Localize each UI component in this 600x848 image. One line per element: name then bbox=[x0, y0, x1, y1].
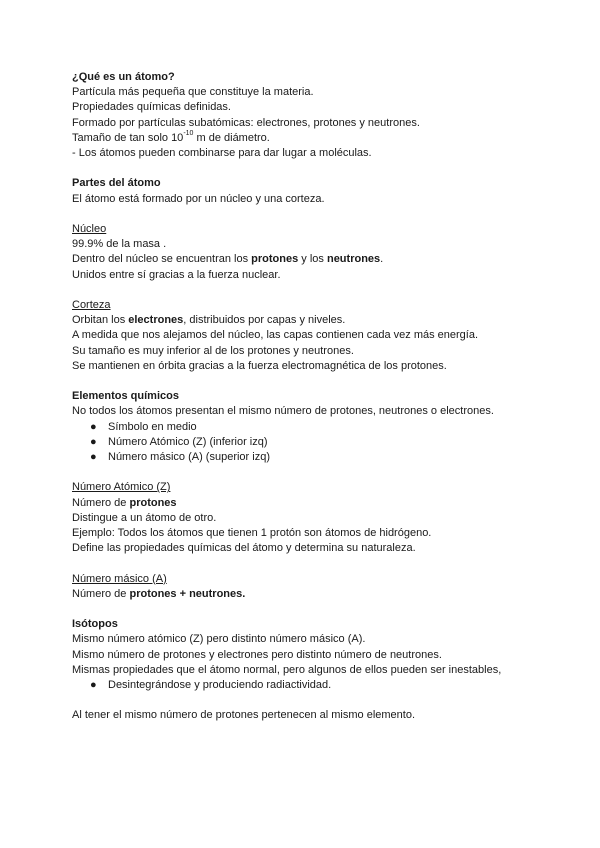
list-item bbox=[72, 435, 542, 450]
bullet-icon: ● bbox=[90, 451, 97, 464]
text-line-size bbox=[72, 131, 542, 146]
text-line bbox=[72, 496, 542, 511]
text-span: , distribuidos por capas y niveles. bbox=[183, 314, 346, 327]
text-line: Su tamaño es muy inferior al de los protones y neutrones. bbox=[72, 344, 354, 357]
text-line: Unidos entre sí gracias a la fuerza nuclear. bbox=[72, 268, 281, 281]
section-title-atom: ¿Qué es un átomo? bbox=[72, 71, 175, 83]
text-line: Mismo número de protones y electrones pero distinto número de neutrones. bbox=[72, 648, 442, 661]
text-span: y los bbox=[298, 253, 327, 266]
text-line bbox=[72, 252, 542, 267]
text-line: Define las propiedades químicas del átomo y determina su naturaleza. bbox=[72, 542, 416, 555]
text-line: Se mantienen en órbita gracias a la fuerza electromagnética de los protones. bbox=[72, 359, 447, 372]
subsection-title-numero-atomico: Número Atómico (Z) bbox=[72, 481, 171, 494]
list-item bbox=[72, 420, 542, 435]
size-exponent: -10 bbox=[183, 130, 194, 138]
text-line: Formado por partículas subatómicas: electrones, protones y neutrones. bbox=[72, 116, 420, 129]
list-item-text: Número Atómico (Z) (inferior izq) bbox=[108, 435, 268, 448]
text-line: A medida que nos alejamos del núcleo, las capas contienen cada vez más energía. bbox=[72, 329, 479, 342]
text-line bbox=[72, 587, 542, 602]
document-body bbox=[72, 70, 542, 724]
text-line: El átomo está formado por un núcleo y una corteza. bbox=[72, 192, 325, 205]
bold-protones-neutrones: protones + neutrones. bbox=[129, 587, 246, 600]
bold-electrones: electrones bbox=[128, 314, 184, 327]
list-item-text: Símbolo en medio bbox=[108, 420, 197, 433]
subsection-title-corteza: Corteza bbox=[72, 299, 111, 311]
bold-protones: protones bbox=[251, 253, 299, 266]
text-line: Propiedades químicas definidas. bbox=[72, 101, 231, 114]
list-item-text: Desintegrándose y produciendo radiactividad. bbox=[108, 679, 332, 692]
bold-protones: protones bbox=[129, 496, 177, 509]
size-text: Tamaño de tan solo 10 bbox=[72, 131, 184, 144]
text-line: Distingue a un átomo de otro. bbox=[72, 511, 217, 524]
section-title-elementos: Elementos químicos bbox=[72, 390, 179, 403]
text-line: Mismo número atómico (Z) pero distinto número másico (A). bbox=[72, 633, 366, 646]
bullet-icon: ● bbox=[90, 420, 97, 433]
closing-line: Al tener el mismo número de protones pertenecen al mismo elemento. bbox=[72, 709, 416, 722]
subsection-title-numero-masico: Número másico (A) bbox=[72, 572, 167, 585]
text-line: Ejemplo: Todos los átomos que tienen 1 protón son átomos de hidrógeno. bbox=[72, 527, 432, 540]
text-span: Dentro del núcleo se encuentran los bbox=[72, 253, 252, 266]
text-line: Mismas propiedades que el átomo normal, pero algunos de ellos pueden ser inestables, bbox=[72, 663, 502, 676]
bullet-icon: ● bbox=[90, 679, 97, 692]
text-line: Partícula más pequeña que constituye la materia. bbox=[72, 86, 314, 99]
subsection-title-nucleo: Núcleo bbox=[72, 223, 107, 235]
text-span: Número de bbox=[72, 496, 130, 509]
bullet-icon: ● bbox=[90, 435, 97, 448]
list-item bbox=[72, 450, 542, 465]
text-line: 99.9% de la masa . bbox=[72, 238, 167, 251]
list-item-text: Número másico (A) (superior izq) bbox=[108, 451, 270, 464]
text-line: - Los átomos pueden combinarse para dar lugar a moléculas. bbox=[72, 147, 372, 160]
section-title-partes: Partes del átomo bbox=[72, 177, 161, 190]
text-span: Número de bbox=[72, 587, 130, 600]
text-line: No todos los átomos presentan el mismo número de protones, neutrones o electrones. bbox=[72, 405, 494, 418]
text-span: Orbitan los bbox=[72, 314, 129, 327]
section-title-isotopos: Isótopos bbox=[72, 618, 118, 631]
list-item bbox=[72, 678, 542, 693]
bold-neutrones: neutrones bbox=[326, 253, 381, 266]
size-unit-text: m de diámetro. bbox=[193, 131, 270, 144]
text-span: . bbox=[380, 253, 384, 266]
text-line bbox=[72, 313, 542, 328]
